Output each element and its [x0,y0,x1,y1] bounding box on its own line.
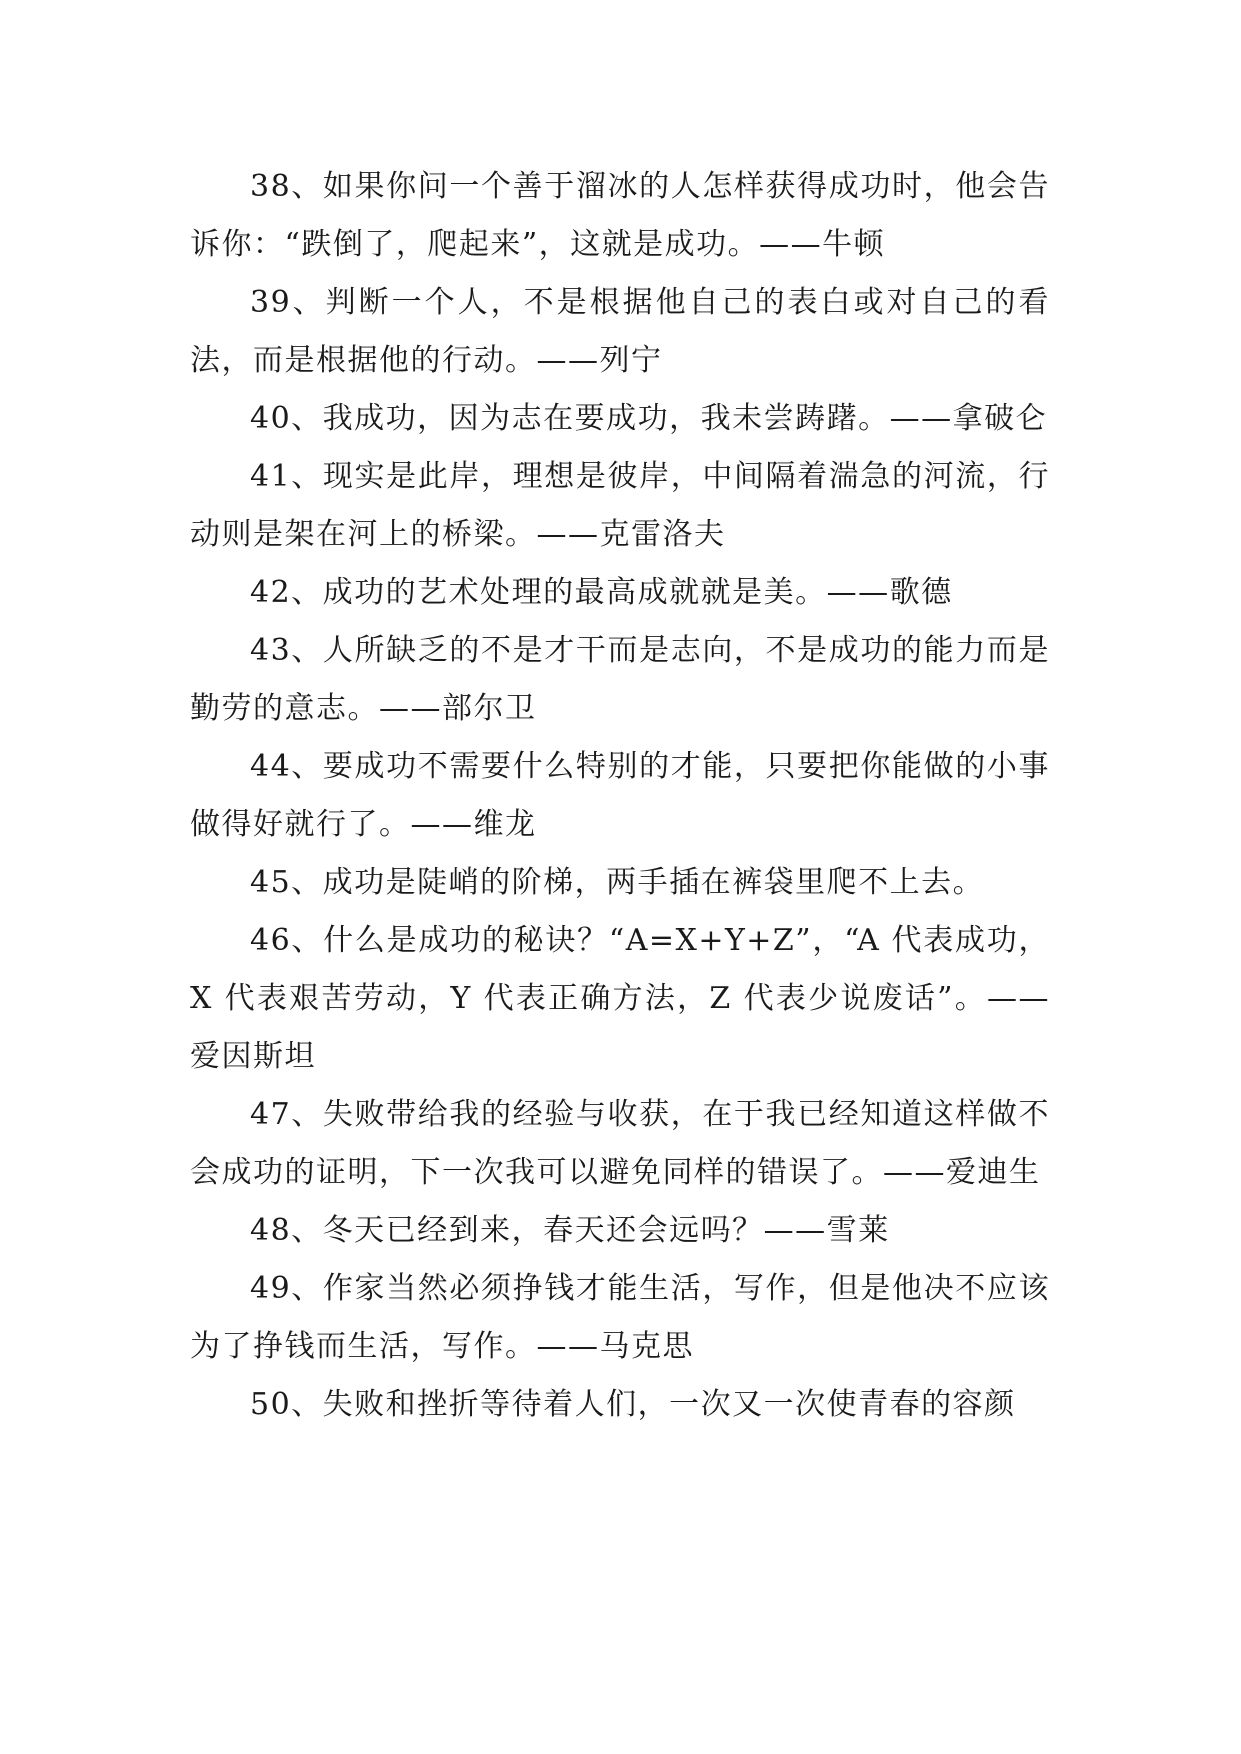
quote-44: 44、要成功不需要什么特别的才能，只要把你能做的小事做得好就行了。——维龙 [190,749,1050,842]
quote-46: 46、什么是成功的秘诀？“A=X+Y+Z”，“A 代表成功，X 代表艰苦劳动，Y 代表正确方法，Z 代表少说废话”。——爱因斯坦 [190,923,1050,1074]
quote-list [190,158,1050,1434]
quote-45: 45、成功是陡峭的阶梯，两手插在裤袋里爬不上去。 [250,865,985,900]
quote-39: 39、判断一个人，不是根据他自己的表白或对自己的看法，而是根据他的行动。——列宁 [190,285,1050,378]
quote-50: 50、失败和挫折等待着人们，一次又一次使青春的容颜 [250,1387,1016,1422]
quote-48: 48、冬天已经到来，春天还会远吗？——雪莱 [250,1213,890,1248]
quote-47: 47、失败带给我的经验与收获，在于我已经知道这样做不会成功的证明，下一次我可以避免同样的错误了。——爱迪生 [190,1097,1050,1190]
quote-40: 40、我成功，因为志在要成功，我未尝踌躇。——拿破仑 [250,401,1048,436]
quote-38: 38、如果你问一个善于溜冰的人怎样获得成功时，他会告诉你：“跌倒了，爬起来”，这就是成功。——牛顿 [190,169,1050,262]
quote-41: 41、现实是此岸，理想是彼岸，中间隔着湍急的河流，行动则是架在河上的桥梁。——克雷洛夫 [190,459,1050,552]
quote-42: 42、成功的艺术处理的最高成就就是美。——歌德 [250,575,953,610]
quote-43: 43、人所缺乏的不是才干而是志向，不是成功的能力而是勤劳的意志。——部尔卫 [190,633,1050,726]
quote-49: 49、作家当然必须挣钱才能生活，写作，但是他决不应该为了挣钱而生活，写作。——马克思 [190,1271,1050,1364]
